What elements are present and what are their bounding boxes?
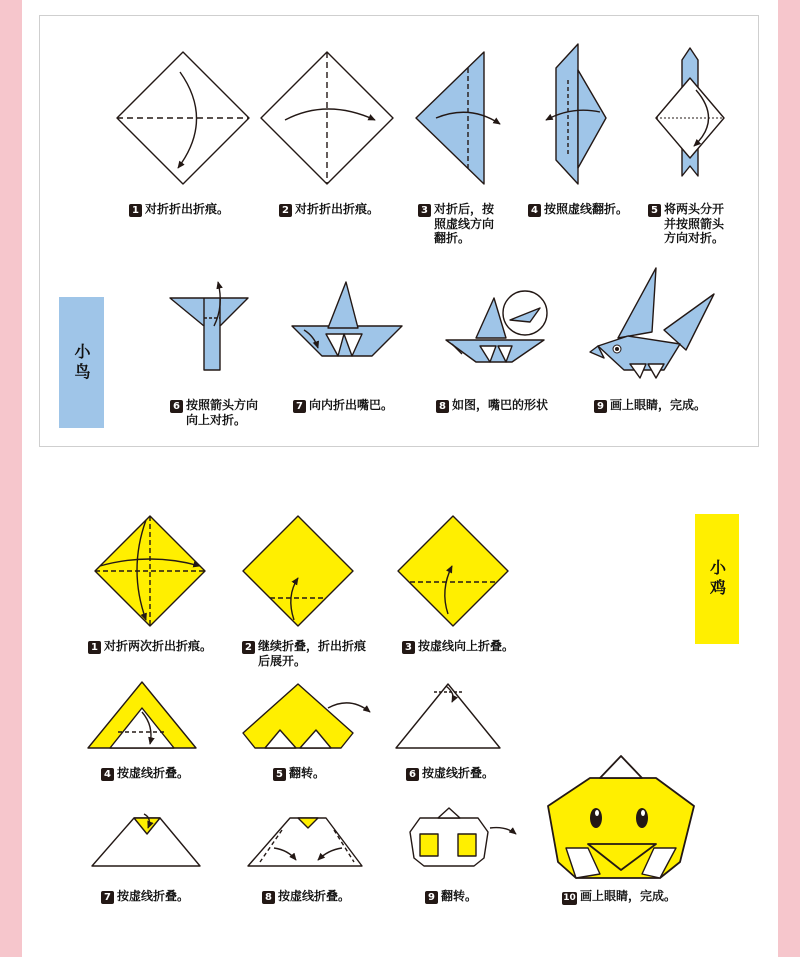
- chick-step5-diagram: [243, 684, 370, 748]
- bird-caption-4: 4 按照虚线翻折。: [528, 202, 628, 217]
- bird-caption-1: 1 对折折出折痕。: [129, 202, 229, 217]
- bird-step6-diagram: [170, 282, 248, 370]
- chick-caption-7: 7 按虚线折叠。: [101, 889, 189, 904]
- chick-caption-2: 2 继续折叠，折出折痕 后展开。: [242, 639, 366, 668]
- bird-caption-9: 9 画上眼睛，完成。: [594, 398, 706, 413]
- bird-caption-2: 2 对折折出折痕。: [279, 202, 379, 217]
- chick-caption-8: 8 按虚线折叠。: [262, 889, 350, 904]
- bird-step3-diagram: [416, 52, 500, 184]
- chick-caption-9: 9 翻转。: [425, 889, 477, 904]
- bird-caption-3: 3 对折后，按 照虚线方向 翻折。: [418, 202, 494, 245]
- chick-step4-diagram: [88, 682, 196, 748]
- chick-step10-diagram: [548, 756, 694, 878]
- chick-caption-6: 6 按虚线折叠。: [406, 766, 494, 781]
- bird-step9-diagram: [590, 268, 714, 378]
- bird-caption-7: 7 向内折出嘴巴。: [293, 398, 393, 413]
- bird-step1-diagram: [117, 52, 249, 184]
- bird-step8-diagram: [446, 291, 547, 362]
- chick-caption-10: 10 画上眼睛，完成。: [563, 889, 677, 903]
- chick-step3-diagram: [398, 516, 508, 626]
- chick-caption-5: 5 翻转。: [273, 766, 325, 781]
- bird-section-tag: 小鸟: [59, 297, 104, 428]
- chick-step9-diagram: [410, 808, 516, 866]
- chick-caption-1: 1 对折两次折出折痕。: [88, 639, 212, 654]
- chick-step8-diagram: [248, 818, 362, 866]
- chick-caption-4: 4 按虚线折叠。: [101, 766, 189, 781]
- bird-step4-diagram: [546, 44, 606, 184]
- bird-caption-8: 8 如图，嘴巴的形状: [436, 398, 548, 413]
- bird-caption-6: 6 按照箭头方向 向上对折。: [170, 398, 258, 427]
- chick-step2-diagram: [243, 516, 353, 626]
- chick-section-tag: 小鸡: [695, 514, 739, 644]
- bird-step7-diagram: [292, 282, 402, 356]
- chick-caption-3: 3 按虚线向上折叠。: [402, 639, 514, 654]
- chick-step1-diagram: [95, 516, 205, 626]
- bird-step5-diagram: [656, 48, 724, 176]
- bird-caption-5: 5 将两头分开 并按照箭头 方向对折。: [648, 202, 724, 245]
- chick-step6-diagram: [396, 684, 500, 748]
- bird-step2-diagram: [261, 52, 393, 184]
- chick-step7-diagram: [92, 814, 200, 866]
